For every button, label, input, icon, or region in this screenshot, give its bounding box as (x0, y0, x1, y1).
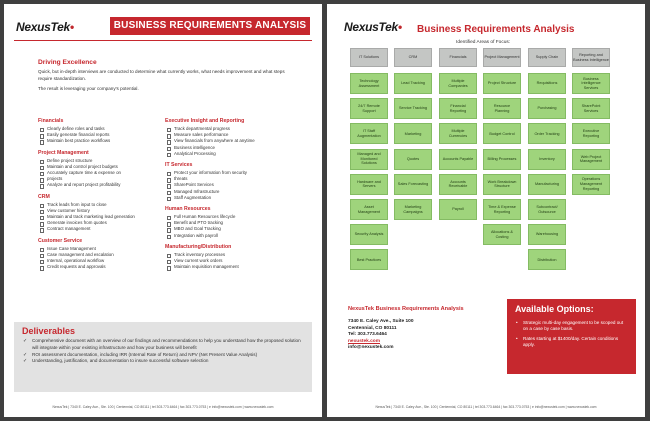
intro-body: Quick, but in-depth interviews are conducted to determine what currently works, what needs improvement and what steps require standardization. (38, 69, 285, 81)
section-list (38, 158, 163, 189)
section-list (165, 252, 305, 271)
option-item: • Rates starting at $1400/day. Certain conditions apply. (515, 336, 628, 349)
section-list (38, 202, 163, 233)
nexustek-logo: NexusTek• (344, 20, 402, 34)
page-footer: NexusTek | 7340 E. Caley Ave., Ste. 100 | Centennial, CO 80111 | tel 303.773.6464 | fax 303.773.0753 | e info@nexustek.com | www.nexustek.com (52, 405, 274, 409)
list-item: Managed Infrastructure (165, 189, 305, 195)
section-list (38, 126, 163, 145)
column-header: CRM (394, 48, 432, 67)
deliverables-title: Deliverables (22, 326, 76, 336)
list-item: Contract management (38, 226, 163, 232)
column-header: Financials (439, 48, 477, 67)
focus-area-cell: Lead Tracking (394, 73, 432, 94)
feature-section (165, 244, 305, 271)
list-item: Accurately capture time & expense on (38, 170, 163, 176)
list-item: Benefit and PTO tracking (165, 220, 305, 226)
feature-section (38, 194, 163, 233)
focus-area-cell: Budget Control (483, 123, 521, 144)
focus-area-cell: Inventory (528, 149, 566, 170)
focus-area-cell: Warehousing (528, 224, 566, 245)
list-item: Analyze and report project profitability (38, 182, 163, 188)
focus-area-cell: Hardware and Servers (350, 174, 388, 195)
column-header: Project Management (483, 48, 521, 67)
deliverable-item: ✓ Understanding, justification, and documentation to insure successful software selection (22, 358, 304, 365)
email-line[interactable]: info@nexustek.com (348, 345, 394, 351)
focus-area-cell: Marketing (394, 123, 432, 144)
focus-area-cell: Work Breakdown Structure (483, 174, 521, 195)
list-item: Easily generate financial reports (38, 132, 163, 138)
intro-section (38, 59, 298, 92)
section-title: Manufacturing/Distribution (165, 243, 232, 250)
focus-area-cell: Executive Reporting (572, 123, 610, 144)
page-footer: NexusTek | 7340 E. Caley Ave., Ste. 100 | Centennial, CO 80111 | tel 303.773.6464 | fax 303.773.0753 | e info@nexustek.com | www.nexustek.com (375, 405, 597, 409)
list-item: Analytical Processing (165, 151, 305, 157)
focus-area-cell: Managed and Monitored Solutions (350, 149, 388, 170)
focus-area-cell: Distribution (528, 249, 566, 270)
deliverables-box (14, 322, 312, 392)
list-item: Track leads from input to close (38, 202, 163, 208)
page-subtitle: Identified Areas of Focus: (456, 40, 511, 45)
feature-section (38, 118, 163, 145)
feature-section (165, 206, 305, 239)
website-link[interactable]: nexustek.com (348, 338, 380, 344)
focus-area-cell: Resource Planning (483, 98, 521, 119)
list-item: View current work orders (165, 258, 305, 264)
address-line-1: 7340 E. Caley Ave., Suite 100 (348, 319, 414, 324)
list-item: Track departmental progress (165, 126, 305, 132)
section-title: CRM (38, 193, 50, 200)
focus-area-cell: Security Analysis (350, 224, 388, 245)
intro-closing: The result is leveraging your company's potential. (38, 86, 139, 91)
focus-area-cell: Web Project Management (572, 149, 610, 170)
list-item: projects (38, 176, 163, 182)
focus-area-cell: Purchasing (528, 98, 566, 119)
list-item: Internal, operational workflow (38, 258, 163, 264)
feature-section (38, 238, 163, 271)
feature-section (38, 150, 163, 189)
focus-area-cell: Billing Processes (483, 149, 521, 170)
left-feature-column (38, 118, 163, 275)
section-list (165, 126, 305, 157)
address-line-2: Centennial, CO 80111 (348, 325, 397, 331)
list-item: Maintain requisition management (165, 264, 305, 270)
options-title: Available Options: (515, 304, 594, 314)
focus-area-cell: Accounts Payable (439, 149, 477, 170)
section-title: IT Services (165, 162, 193, 169)
list-item: Protect your information from security (165, 170, 305, 176)
section-list (38, 246, 163, 271)
focus-area-cell: Best Practices (350, 249, 388, 270)
deliverables-list (22, 338, 304, 365)
focus-area-cell: Subcontract/ Outsource (528, 199, 566, 220)
list-item: Credit requests and approvals (38, 264, 163, 270)
page-two (327, 4, 645, 417)
list-item: Define project structure (38, 158, 163, 164)
list-item: Case management and escalation (38, 252, 163, 258)
focus-area-cell: Allocations & Costing (483, 224, 521, 245)
focus-area-cell: Service Tracking (394, 98, 432, 119)
column-header: Reporting and Business Intelligence (572, 48, 610, 67)
list-item: Integration with payroll (165, 233, 305, 239)
focus-area-cell: Multiple Currencies (439, 123, 477, 144)
focus-area-cell: Time & Expense Reporting (483, 199, 521, 220)
list-item: MBO and Goal Tracking (165, 226, 305, 232)
section-title: Human Resources (165, 206, 211, 213)
available-options-box (507, 299, 636, 374)
page-one (4, 4, 322, 417)
column-header: IT Solutions (350, 48, 388, 67)
right-feature-column (165, 118, 305, 275)
focus-area-cell: Order Tracking (528, 123, 566, 144)
focus-area-cell: SharePoint Services (572, 98, 610, 119)
focus-area-cell: Asset Management (350, 199, 388, 220)
focus-area-cell: Manufacturing (528, 174, 566, 195)
list-item: Measure sales performance (165, 132, 305, 138)
list-item: Full Human Resources lifecycle (165, 214, 305, 220)
focus-area-cell: Quotes (394, 149, 432, 170)
list-item: View financials from anywhere at anytime (165, 138, 305, 144)
focus-area-cell: Payroll (439, 199, 477, 220)
intro-heading: Driving Excellence (38, 59, 97, 66)
list-item: View customer history (38, 208, 163, 214)
logo-mark-icon: • (397, 20, 402, 34)
focus-area-cell: IT Staff Augmentation (350, 123, 388, 144)
focus-area-cell: Project Structure (483, 73, 521, 94)
list-item: Track inventory processes (165, 252, 305, 258)
section-title: Customer Service (38, 237, 83, 244)
page-banner: BUSINESS REQUIREMENTS ANALYSIS (110, 17, 310, 35)
focus-area-cell: Requisitions (528, 73, 566, 94)
section-list (165, 214, 305, 239)
list-item: SharePoint Services (165, 182, 305, 188)
column-header: Supply Chain (528, 48, 566, 67)
focus-area-cell: 24/7 Remote Support (350, 98, 388, 119)
list-item: threats (165, 176, 305, 182)
phone-line: Tel: 303.773.6464 (348, 332, 387, 338)
feature-section (165, 162, 305, 201)
focus-area-cell: Accounts Receivable (439, 174, 477, 195)
focus-area-cell: Multiple Companies (439, 73, 477, 94)
page-title: Business Requirements Analysis (417, 24, 575, 35)
section-title: Financials (38, 118, 64, 124)
contact-block (348, 306, 464, 352)
list-item: Staff Augmentation (165, 195, 305, 201)
option-item: • Strategic multi-day engagement to be scoped out on a case by case basis. (515, 320, 628, 333)
list-item: Business intelligence (165, 145, 305, 151)
options-list (515, 320, 628, 349)
focus-area-cell: Technology Assessment (350, 73, 388, 94)
focus-area-cell: Sales Forecasting (394, 174, 432, 195)
focus-area-cell: Operations Management Reporting (572, 174, 610, 195)
top-divider (14, 40, 312, 41)
focus-area-cell: Marketing Campaigns (394, 199, 432, 220)
list-item: Clearly define roles and tasks (38, 126, 163, 132)
focus-area-cell: Business Intelligence Services (572, 73, 610, 94)
section-title: Project Management (38, 149, 89, 156)
contact-title: NexusTek Business Requirements Analysis (348, 306, 464, 312)
list-item: Maintain and control project budgets (38, 164, 163, 170)
nexustek-logo: NexusTek• (16, 20, 74, 34)
logo-mark-icon: • (69, 20, 74, 34)
list-item: Maintain best practice workflows (38, 138, 163, 144)
deliverable-item: ✓ ROI assessment documentation, including IRR (Internal Rate of Return) and NPV (Net Present Value Analysis) (22, 352, 304, 359)
section-list (165, 170, 305, 201)
list-item: Maintain and track marketing lead generation (38, 214, 163, 220)
list-item: Generate invoices from quotes (38, 220, 163, 226)
feature-section (165, 118, 305, 157)
focus-area-cell: Financial Reporting (439, 98, 477, 119)
list-item: Issue Case Management (38, 246, 163, 252)
section-title: Executive Insight and Reporting (165, 118, 245, 124)
deliverable-item: ✓ Comprehensive document with an overview of our findings and recommendations to help you understand how the proposed solution will integrate within your existing infrastructure and how your business will benefit (22, 338, 304, 352)
